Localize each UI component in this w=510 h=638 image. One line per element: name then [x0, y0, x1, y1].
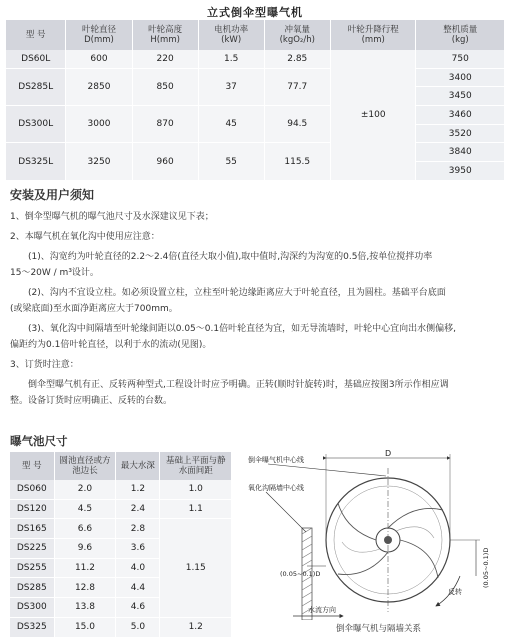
- spec-mass: 750: [416, 50, 505, 68]
- table-row: [6, 68, 505, 87]
- install-p2-3a: (3)、氧化沟中间隔墙至叶轮缘间距以0.05～0.1倍叶轮直径为宜，如无导流墙时，叶轮中心宜向出水侧偏移,: [28, 324, 456, 334]
- pool-header-gap: 基础上平面与静 水面间距: [160, 452, 232, 480]
- pool-size: 6.6: [54, 519, 116, 539]
- spec-height: 960: [132, 143, 198, 180]
- spec-power: 37: [198, 68, 264, 105]
- install-p3-1a: 倒伞型曝气机有正、反转两种型式,工程设计时应予明确。正转(顺时针旋转)时，基础应按图3所示作相应调: [28, 380, 449, 390]
- spec-power: 1.5: [198, 50, 264, 68]
- pool-gap: 1.0: [160, 480, 232, 499]
- spec-header-diameter: 叶轮直径 D(mm): [66, 20, 132, 50]
- pool-depth: 4.4: [116, 578, 160, 598]
- label-wall: 氧化沟隔墙中心线: [248, 484, 304, 492]
- pool-depth: 1.2: [116, 480, 160, 499]
- spec-mass: 3450: [416, 87, 505, 106]
- pool-size: 12.8: [54, 578, 116, 598]
- spec-diameter: 3000: [66, 106, 132, 143]
- label-reverse: 反转: [448, 588, 462, 596]
- label-center: 倒伞曝气机中心线: [248, 456, 304, 464]
- install-p3: 3、订货时注意：: [10, 360, 79, 370]
- pool-size: 4.5: [54, 499, 116, 519]
- spec-mass: 3400: [416, 68, 505, 87]
- table-row: [6, 143, 505, 162]
- spec-header-height: 叶轮高度 H(mm): [132, 20, 198, 50]
- pool-model: DS120: [10, 499, 54, 519]
- spec-mass: 3520: [416, 124, 505, 143]
- pool-model: DS165: [10, 519, 54, 539]
- spec-power: 45: [198, 106, 264, 143]
- pool-size: 11.2: [54, 558, 116, 578]
- label-offset-v: (0.05~0.1)D: [482, 547, 490, 588]
- spec-oxygen: 2.85: [264, 50, 330, 68]
- pool-model: DS325: [10, 617, 54, 637]
- spec-stroke: ±100: [330, 50, 416, 180]
- pool-heading: 曝气池尺寸: [10, 434, 68, 448]
- table-row: [6, 106, 505, 125]
- pool-depth: 2.8: [116, 519, 160, 539]
- install-heading: 安装及用户须知: [10, 188, 95, 202]
- install-p2-2b: (或梁底面)至水面净距离应大于700mm。: [10, 304, 178, 314]
- table-row: [10, 480, 232, 499]
- pool-model: DS225: [10, 539, 54, 559]
- pool-size: 2.0: [54, 480, 116, 499]
- label-offset: (0.05~0.1)D: [280, 570, 321, 578]
- pool-header-size: 圆池直径或方 池边长: [54, 452, 116, 480]
- spec-power: 55: [198, 143, 264, 180]
- spec-diameter: 3250: [66, 143, 132, 180]
- spec-mass: 3460: [416, 106, 505, 125]
- spec-oxygen: 94.5: [264, 106, 330, 143]
- pool-depth: 4.0: [116, 558, 160, 578]
- install-p3-1b: 整。设备订货时应明确正、反转的台数。: [10, 396, 173, 406]
- pool-gap: 1.1: [160, 499, 232, 519]
- spec-oxygen: 115.5: [264, 143, 330, 180]
- spec-header-mass: 整机质量 (kg): [416, 20, 505, 50]
- pool-depth: 5.0: [116, 617, 160, 637]
- spec-height: 220: [132, 50, 198, 68]
- pool-header-depth: 最大水深: [116, 452, 160, 480]
- pool-depth: 2.4: [116, 499, 160, 519]
- spec-model: DS60L: [6, 50, 66, 68]
- spec-mass: 3950: [416, 162, 505, 181]
- label-flow: 水流方向: [308, 606, 336, 614]
- label-d: D: [385, 449, 392, 458]
- spec-height: 850: [132, 68, 198, 105]
- install-p2-1b: 15～20W / m³设计。: [10, 268, 99, 278]
- pool-depth: 3.6: [116, 539, 160, 559]
- leader-center: [268, 464, 386, 476]
- table-row: [10, 499, 232, 519]
- aerator-wall-diagram: [238, 448, 506, 620]
- spec-diameter: 600: [66, 50, 132, 68]
- pool-model: DS255: [10, 558, 54, 578]
- spec-header-power: 电机功率 (kW): [198, 20, 264, 50]
- spec-table: [6, 20, 505, 181]
- spec-model: DS285L: [6, 68, 66, 105]
- spec-mass: 3840: [416, 143, 505, 162]
- pool-gap: 1.15: [160, 519, 232, 617]
- table-row: [10, 617, 232, 637]
- spec-model: DS300L: [6, 106, 66, 143]
- pool-model: DS300: [10, 598, 54, 618]
- pool-size: 13.8: [54, 598, 116, 618]
- pool-table: [10, 452, 232, 638]
- pool-depth: 4.6: [116, 598, 160, 618]
- spec-model: DS325L: [6, 143, 66, 180]
- spec-header-stroke: 叶轮升降行程 (mm): [330, 20, 416, 50]
- spec-header-model: 型 号: [6, 20, 66, 50]
- page-title: 立式倒伞型曝气机: [207, 6, 303, 19]
- pool-header-model: 型 号: [10, 452, 54, 480]
- spec-height: 870: [132, 106, 198, 143]
- pool-model: DS285: [10, 578, 54, 598]
- pool-gap: 1.2: [160, 617, 232, 637]
- spec-oxygen: 77.7: [264, 68, 330, 105]
- install-p1: 1、倒伞型曝气机的曝气池尺寸及水深建议见下表；: [10, 212, 214, 222]
- diagram-caption: 倒伞曝气机与隔墙关系: [336, 624, 422, 634]
- spec-diameter: 2850: [66, 68, 132, 105]
- pool-size: 15.0: [54, 617, 116, 637]
- table-row: [6, 50, 505, 68]
- spec-header-oxygen: 冲氧量 (kgO₂/h): [264, 20, 330, 50]
- leader-wall: [266, 492, 306, 532]
- install-p2-1a: (1)、沟宽约为叶轮直径的2.2～2.4倍(直径大取小值),取中值时,沟深约为沟宽的0.5倍,按单位搅拌功率: [28, 252, 433, 262]
- install-p2-2a: (2)、沟内不宜设立柱。如必须设置立柱，立柱至叶轮边缘距离应大于叶轮直径，且为圆柱。基础平台底面: [28, 288, 446, 298]
- install-p2: 2、本曝气机在氧化沟中使用应注意：: [10, 232, 160, 242]
- pool-model: DS060: [10, 480, 54, 499]
- install-p2-3b: 偏距约为0.1倍叶轮直径，以利于水的流动(见图)。: [10, 340, 212, 350]
- table-row: [10, 519, 232, 539]
- pool-size: 9.6: [54, 539, 116, 559]
